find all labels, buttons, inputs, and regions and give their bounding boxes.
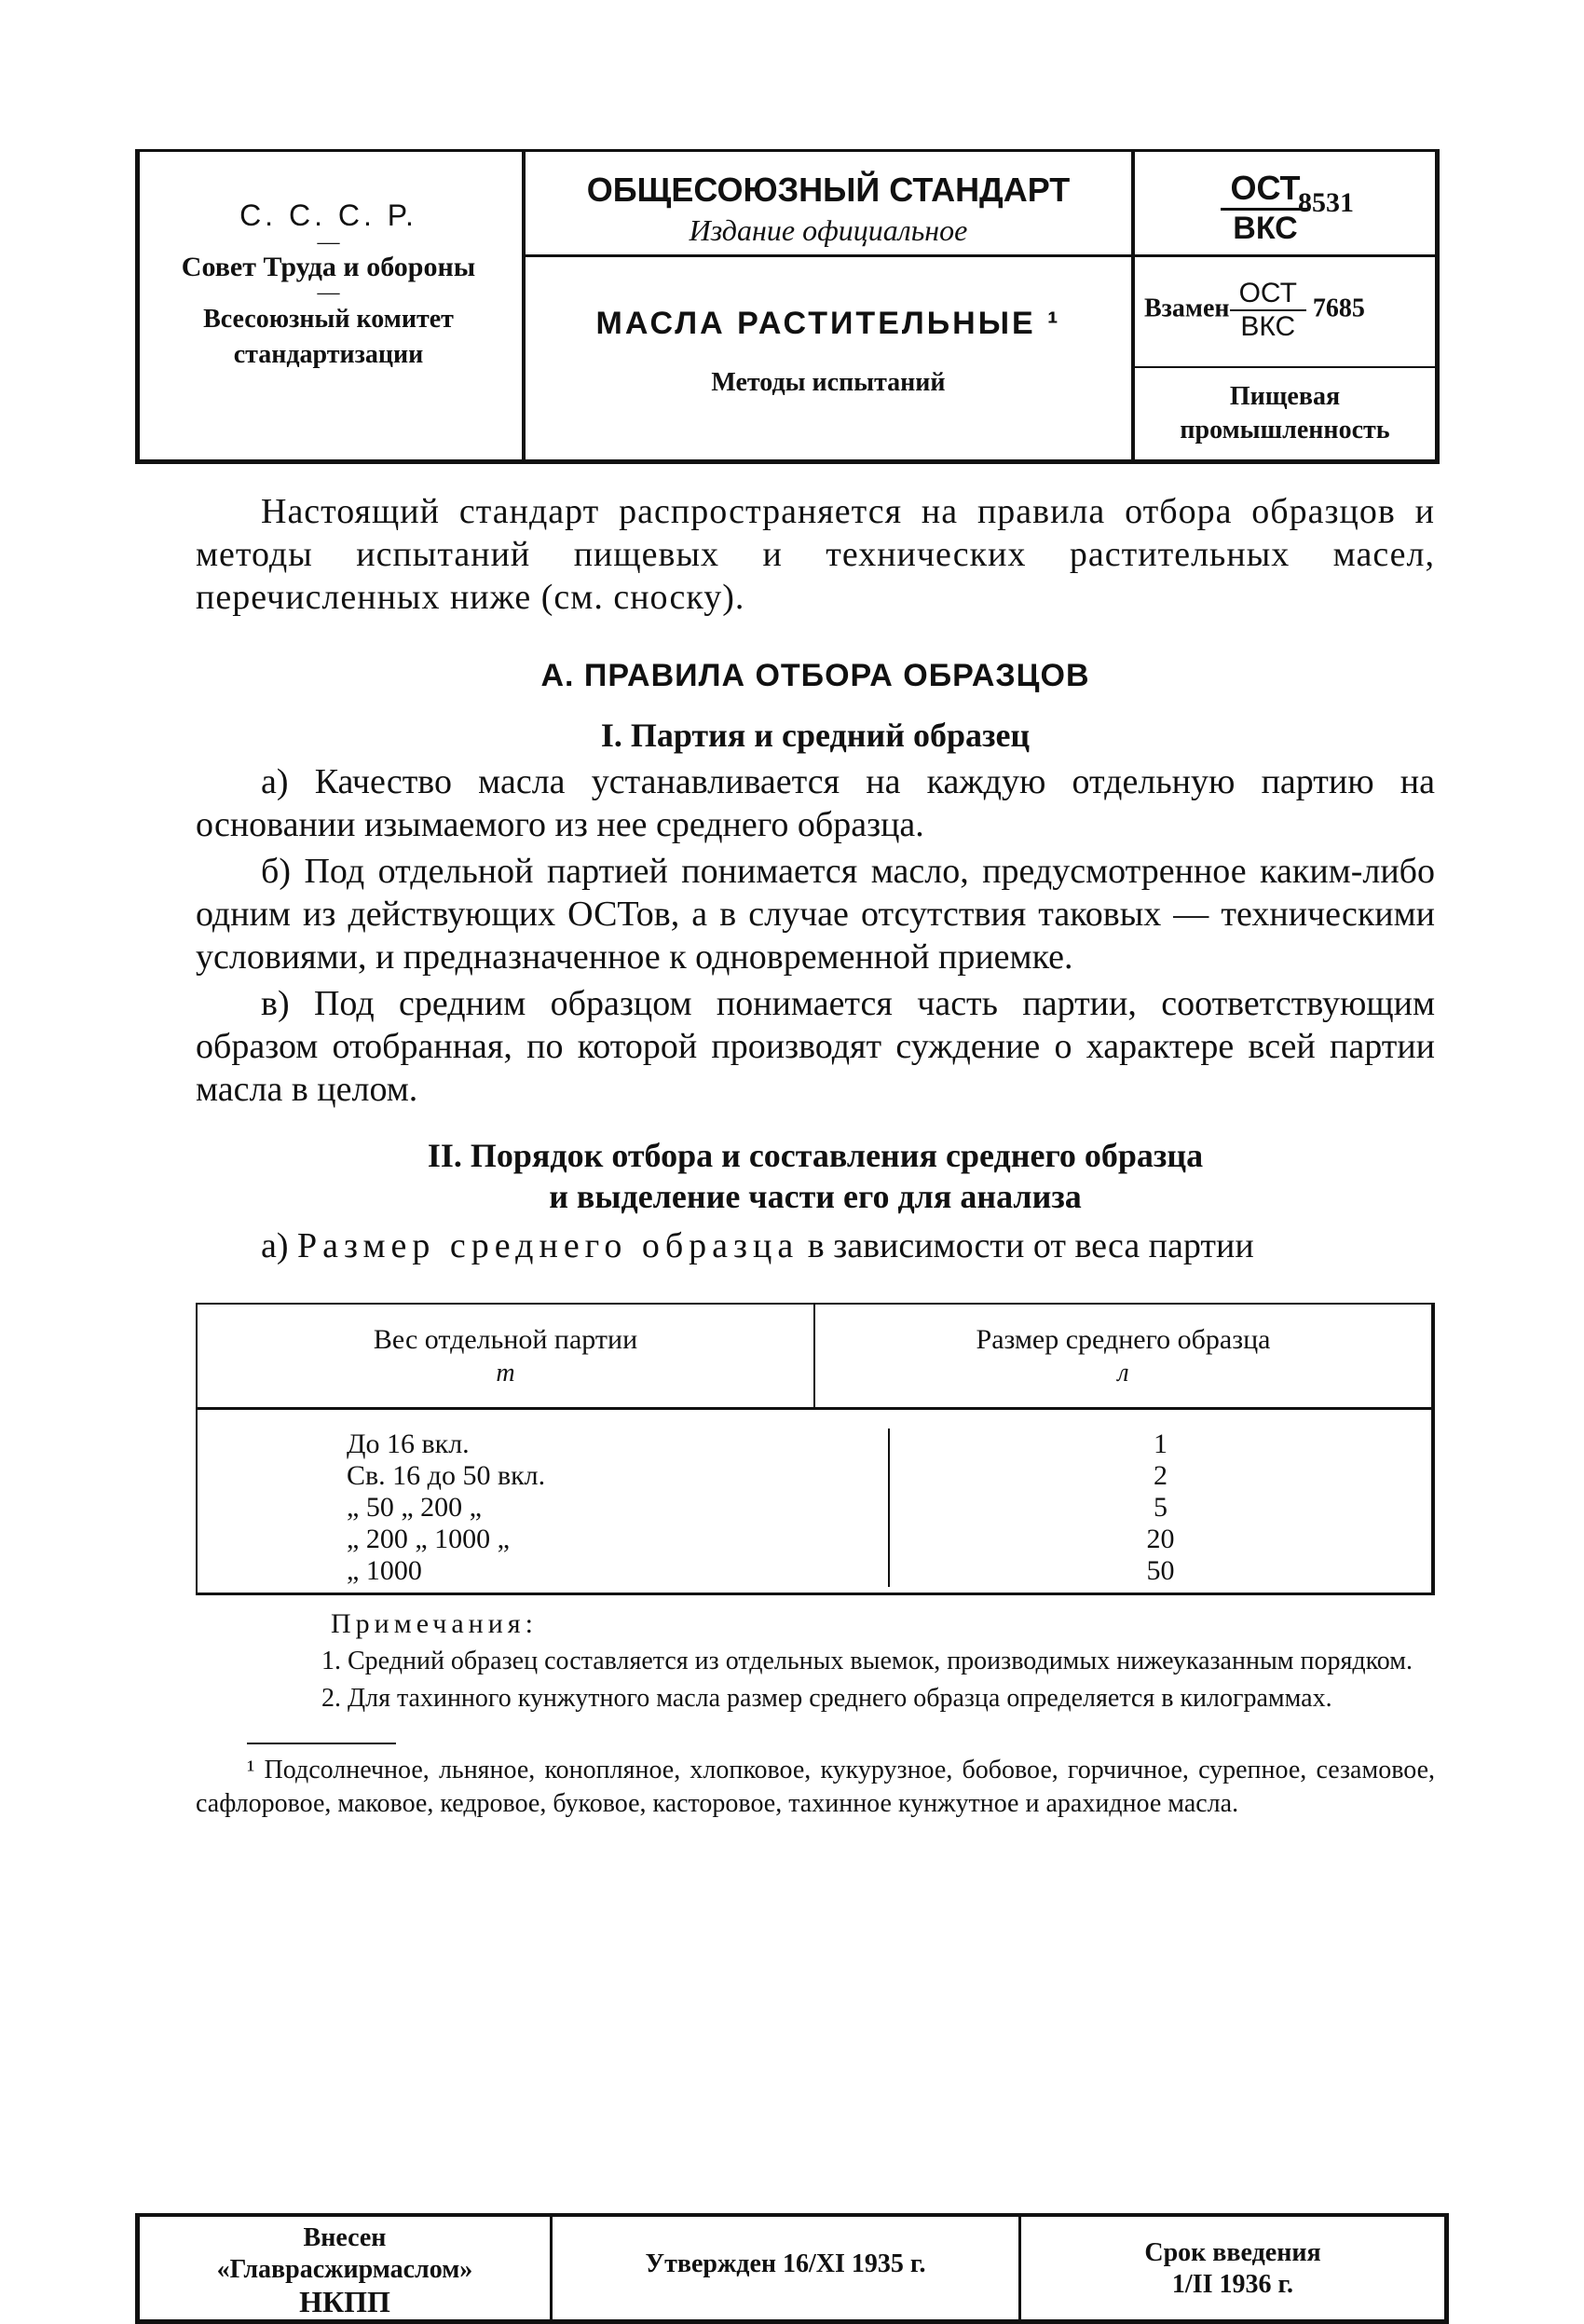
ost-fraction — [1221, 169, 1309, 247]
standard-title: ОБЩЕСОЮЗНЫЙ СТАНДАРТ — [586, 171, 1071, 209]
document-body — [135, 490, 1440, 1267]
notes-heading: Примечания: — [331, 1608, 538, 1639]
subject-title: МАСЛА РАСТИТЕЛЬНЫЕ ¹ — [595, 306, 1061, 341]
industry-label — [1135, 380, 1435, 447]
sample-size-table — [196, 1303, 1435, 1595]
table-header — [198, 1305, 1431, 1410]
replaces-label: Взамен — [1144, 294, 1230, 323]
ost-number: 8531 — [1298, 187, 1354, 218]
industry-line2: промышленность — [1180, 416, 1390, 444]
intro-paragraph: Настоящий стандарт распространяется на правила отбора образцов и методы испытаний пищевых и технических растительных масел, перечисленных ниже (см. сноску). — [196, 492, 1435, 617]
section-2-heading — [196, 1135, 1435, 1217]
divider — [1135, 254, 1435, 257]
table-cell-size: 20 — [1146, 1524, 1175, 1554]
standard-footer — [135, 2213, 1449, 2324]
table-cell-weight: „ 1000 — [347, 1555, 422, 1586]
footnote: ¹ Подсолнечное, льняное, конопляное, хлопковое, кукурузное, бобовое, горчичное, сурепное, сезамовое, сафлоровое, маковое, кедровое, буковое, касторовое, тахинное кунжутное и арахидное масла. — [196, 1756, 1435, 1818]
header-left-column — [140, 152, 517, 459]
header-right-column — [1131, 152, 1435, 459]
subsection-a-rest: в зависимости от веса партии — [807, 1226, 1254, 1265]
introduced-by: «Главрасжирмаслом» — [216, 2255, 473, 2284]
approved-block — [553, 2217, 1021, 2319]
country-label: С. С. С. Р. — [239, 198, 417, 232]
effective-label: Срок введения — [1144, 2238, 1321, 2267]
subsection-a-spaced: Размер среднего образца — [297, 1226, 799, 1265]
divider — [1135, 366, 1435, 368]
weight-column — [198, 1429, 890, 1587]
replaces-number: 7685 — [1312, 294, 1365, 323]
divider: — — [317, 230, 340, 254]
weight-header-label: Вес отдельной партии — [373, 1324, 638, 1355]
table-cell-size: 1 — [1154, 1429, 1168, 1459]
note-1: 1. Средний образец составляется из отдельных выемок, производимых нижеуказанным порядком. — [321, 1647, 1413, 1675]
table-cell-weight: „ 50 „ 200 „ — [347, 1492, 482, 1523]
edition-label: Издание официальное — [689, 213, 968, 247]
weight-unit: т — [496, 1359, 515, 1388]
effective-date: 1/II 1936 г. — [1171, 2270, 1294, 2299]
section-2-heading-line1: II. Порядок отбора и составления среднего образца — [427, 1137, 1204, 1174]
committee-label-line1: Всесоюзный комитет — [203, 305, 454, 334]
introduced-label: Внесен — [303, 2223, 387, 2252]
table-cell-weight: Св. 16 до 50 вкл. — [347, 1460, 546, 1491]
subject-subtitle: Методы испытаний — [711, 368, 946, 397]
replaces-code — [1144, 278, 1435, 343]
divider — [526, 254, 1131, 257]
paragraph-a: а) Качество масла устанавливается на каждую отдельную партию на основании изымаемого из нее среднего образца. — [196, 762, 1435, 844]
standard-header — [135, 149, 1440, 464]
table-body — [198, 1410, 1431, 1593]
section-2-heading-line2: и выделение части его для анализа — [549, 1178, 1082, 1215]
footnote-divider — [247, 1743, 396, 1744]
replaces-fraction — [1230, 278, 1306, 343]
subsection-a-prefix: а) — [261, 1226, 289, 1265]
introduced-org: НКПП — [299, 2285, 390, 2318]
approved-date: Утвержден 16/XI 1935 г. — [645, 2249, 926, 2278]
document-page — [135, 149, 1440, 2318]
table-cell-size: 2 — [1154, 1460, 1168, 1491]
table-cell-weight: „ 200 „ 1000 „ — [347, 1524, 510, 1554]
ost-numerator: ОСТ — [1221, 169, 1309, 211]
council-label: Совет Труда и обороны — [181, 252, 476, 282]
table-header-size — [815, 1305, 1431, 1407]
paragraph-v: в) Под средним образцом понимается часть партии, соответствующим образом отобранная, по которой производят суждение о характере всей партии масла в целом. — [196, 984, 1435, 1109]
subsection-a — [196, 1224, 1435, 1267]
note-2: 2. Для тахинного кунжутного масла размер среднего образца определяется в килограммах. — [321, 1684, 1332, 1713]
effective-block — [1021, 2217, 1444, 2319]
section-a-heading: А. ПРАВИЛА ОТБОРА ОБРАЗЦОВ — [540, 658, 1090, 693]
table-cell-weight: До 16 вкл. — [347, 1429, 470, 1459]
table-header-weight — [198, 1305, 815, 1407]
size-column — [890, 1429, 1431, 1587]
replaces-numerator: ОСТ — [1230, 278, 1306, 311]
size-unit: л — [1117, 1359, 1129, 1388]
header-center-column — [522, 152, 1131, 459]
size-header-label: Размер среднего образца — [976, 1324, 1271, 1355]
table-cell-size: 50 — [1146, 1555, 1175, 1586]
committee-label-line2: стандартизации — [233, 340, 424, 369]
ost-denominator: ВКС — [1233, 211, 1298, 246]
replaces-denominator: ВКС — [1240, 311, 1296, 342]
paragraph-b: б) Под отдельной партией понимается масло, предусмотренное каким-либо одним из действующих ОСТов, а в случае отсутствия таковых — техническими условиями, и предназначенное к одновременной приемке. — [196, 852, 1435, 977]
industry-line1: Пищевая — [1229, 382, 1341, 411]
divider: — — [317, 280, 340, 305]
table-cell-size: 5 — [1154, 1492, 1168, 1523]
section-1-heading: I. Партия и средний образец — [600, 717, 1031, 754]
introduced-by-block — [140, 2217, 553, 2319]
